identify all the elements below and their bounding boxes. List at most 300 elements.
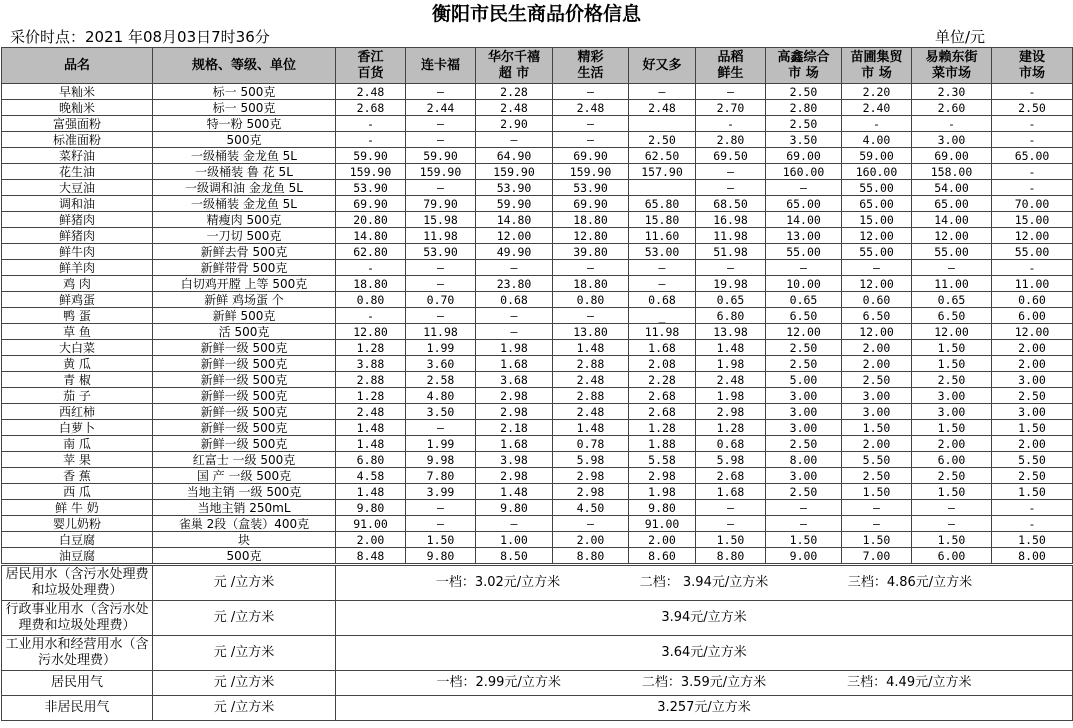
price-cell: 0.78 xyxy=(553,436,629,452)
utility-tier: 3.94元/立方米 xyxy=(661,610,747,625)
utility-label: 行政事业用水（含污水处理费和垃圾处理费） xyxy=(2,601,153,636)
price-cell: 8.00 xyxy=(992,548,1073,564)
product-name: 鲜鸡蛋 xyxy=(2,292,153,308)
price-cell: — xyxy=(696,500,766,516)
utility-label: 工业用水和经营用水（含污水处理费） xyxy=(2,636,153,671)
price-cell: 11.98 xyxy=(406,228,476,244)
utility-unit: 元 /立方米 xyxy=(153,696,336,721)
product-spec: 标一 500克 xyxy=(153,100,336,116)
product-spec: 当地主销 一级 500克 xyxy=(153,484,336,500)
price-cell: 3.60 xyxy=(406,356,476,372)
price-cell: — xyxy=(766,516,842,532)
price-cell: 1.48 xyxy=(476,484,553,500)
price-cell: 2.58 xyxy=(406,372,476,388)
price-cell: 1.00 xyxy=(476,532,553,548)
price-cell: 1.99 xyxy=(406,436,476,452)
price-cell: 12.00 xyxy=(476,228,553,244)
table-row xyxy=(2,500,1073,516)
price-cell: 2.50 xyxy=(842,468,912,484)
price-cell: 54.00 xyxy=(912,180,992,196)
price-cell: 157.90 xyxy=(629,164,696,180)
price-cell: 69.90 xyxy=(553,196,629,212)
price-cell: 3.50 xyxy=(766,132,842,148)
price-cell: 69.00 xyxy=(912,148,992,164)
price-cell: 2.50 xyxy=(992,100,1073,116)
price-cell: 1.48 xyxy=(553,420,629,436)
price-cell: 1.48 xyxy=(336,436,406,452)
product-spec: 500克 xyxy=(153,548,336,564)
product-name: 黄 瓜 xyxy=(2,356,153,372)
price-cell: 53.90 xyxy=(406,244,476,260)
price-cell: 55.00 xyxy=(766,244,842,260)
product-spec: 雀巢 2段（盒装）400克 xyxy=(153,516,336,532)
price-cell: — xyxy=(406,132,476,148)
price-cell: 2.88 xyxy=(336,372,406,388)
table-row xyxy=(2,324,1073,340)
table-row xyxy=(2,388,1073,404)
column-header: 易赖东街 菜市场 xyxy=(912,48,992,84)
product-spec: 一级桶装 金龙鱼 5L xyxy=(153,148,336,164)
price-cell: 2.08 xyxy=(629,356,696,372)
price-cell: 1.50 xyxy=(842,532,912,548)
price-cell: 8.80 xyxy=(696,548,766,564)
product-spec: 一刀切 500克 xyxy=(153,228,336,244)
price-cell: 1.50 xyxy=(912,420,992,436)
price-cell: 160.00 xyxy=(842,164,912,180)
product-spec: 当地主销 250mL xyxy=(153,500,336,516)
table-row xyxy=(2,292,1073,308)
product-spec: 新鲜一级 500克 xyxy=(153,340,336,356)
product-name: 晚籼米 xyxy=(2,100,153,116)
price-cell: 5.50 xyxy=(992,452,1073,468)
price-cell: 1.48 xyxy=(336,484,406,500)
price-cell: — xyxy=(406,276,476,292)
price-cell: 2.50 xyxy=(766,436,842,452)
price-cell: 3.00 xyxy=(766,468,842,484)
table-row xyxy=(2,420,1073,436)
price-cell: 11.00 xyxy=(992,276,1073,292)
price-cell: 12.00 xyxy=(842,228,912,244)
price-cell: 0.65 xyxy=(696,292,766,308)
table-row xyxy=(2,148,1073,164)
price-cell: — xyxy=(406,84,476,100)
price-cell: 12.00 xyxy=(842,324,912,340)
price-cell: - xyxy=(912,116,992,132)
product-name: 标准面粉 xyxy=(2,132,153,148)
price-cell: 9.80 xyxy=(476,500,553,516)
price-cell: 53.90 xyxy=(553,180,629,196)
product-spec: 一级桶装 鲁 花 5L xyxy=(153,164,336,180)
price-cell: 65.00 xyxy=(992,148,1073,164)
table-row xyxy=(2,340,1073,356)
column-header: 华尔千禧 超 市 xyxy=(476,48,553,84)
price-cell: 8.48 xyxy=(336,548,406,564)
price-cell: 2.50 xyxy=(766,84,842,100)
price-cell: 3.00 xyxy=(766,420,842,436)
utility-label: 居民用气 xyxy=(2,671,153,696)
price-cell: — xyxy=(696,516,766,532)
price-cell: 59.90 xyxy=(406,148,476,164)
price-cell: 2.28 xyxy=(476,84,553,100)
price-cell: 2.88 xyxy=(553,356,629,372)
price-cell: 0.70 xyxy=(406,292,476,308)
column-header: 香江 百货 xyxy=(336,48,406,84)
price-cell: 49.90 xyxy=(476,244,553,260)
product-name: 茄 子 xyxy=(2,388,153,404)
price-cell: 11.60 xyxy=(629,228,696,244)
price-cell: 0.68 xyxy=(476,292,553,308)
price-cell: 11.00 xyxy=(912,276,992,292)
price-cell: 2.20 xyxy=(842,84,912,100)
price-cell: 59.90 xyxy=(336,148,406,164)
price-cell: 3.88 xyxy=(336,356,406,372)
table-row xyxy=(2,452,1073,468)
price-cell: 0.68 xyxy=(629,292,696,308)
price-cell: 2.50 xyxy=(629,132,696,148)
price-cell: — xyxy=(842,500,912,516)
price-cell: 7.80 xyxy=(406,468,476,484)
price-cell: 2.48 xyxy=(553,372,629,388)
price-cell: 2.98 xyxy=(476,468,553,484)
price-cell: - xyxy=(696,116,766,132)
price-cell: — xyxy=(912,500,992,516)
product-spec: 新鲜一级 500克 xyxy=(153,372,336,388)
price-cell: 2.00 xyxy=(629,532,696,548)
table-row xyxy=(2,308,1073,324)
table-row xyxy=(2,164,1073,180)
product-name: 鲜牛肉 xyxy=(2,244,153,260)
price-cell: — xyxy=(629,84,696,100)
table-row xyxy=(2,244,1073,260)
product-spec: 块 xyxy=(153,532,336,548)
price-cell: 23.80 xyxy=(476,276,553,292)
column-header: 建设 市场 xyxy=(992,48,1073,84)
table-row xyxy=(2,84,1073,100)
product-spec: 新鲜 500克 xyxy=(153,308,336,324)
price-cell: 15.80 xyxy=(629,212,696,228)
price-cell: 2.50 xyxy=(992,388,1073,404)
price-cell: — xyxy=(476,132,553,148)
price-cell: 1.28 xyxy=(336,340,406,356)
price-cell: 1.28 xyxy=(696,420,766,436)
info-line xyxy=(0,27,1073,47)
price-cell: 13.00 xyxy=(766,228,842,244)
utility-tier: 一档：2.99元/立方米 xyxy=(436,675,561,690)
utility-tier: 二档： 3.94元/立方米 xyxy=(639,575,769,590)
price-cell: 3.00 xyxy=(912,132,992,148)
price-cell: 3.68 xyxy=(476,372,553,388)
table-row xyxy=(2,228,1073,244)
price-cell: 0.60 xyxy=(842,292,912,308)
price-cell: 2.68 xyxy=(629,404,696,420)
price-cell: 1.50 xyxy=(406,532,476,548)
price-cell: 5.50 xyxy=(842,452,912,468)
price-cell: 91.00 xyxy=(336,516,406,532)
product-spec: 新鲜一级 500克 xyxy=(153,356,336,372)
utility-prices xyxy=(336,636,1073,671)
price-cell: 159.90 xyxy=(553,164,629,180)
product-spec: 标一 500克 xyxy=(153,84,336,100)
price-cell: 2.80 xyxy=(696,132,766,148)
price-cell: 1.68 xyxy=(696,484,766,500)
price-cell: 3.00 xyxy=(912,388,992,404)
price-cell: 1.99 xyxy=(406,340,476,356)
utility-row xyxy=(2,671,1073,696)
price-cell: 2.00 xyxy=(912,436,992,452)
product-name: 富强面粉 xyxy=(2,116,153,132)
table-row xyxy=(2,212,1073,228)
price-cell: 59.90 xyxy=(476,196,553,212)
utility-prices xyxy=(336,696,1073,721)
price-cell: 2.00 xyxy=(992,356,1073,372)
price-cell: 12.00 xyxy=(992,324,1073,340)
price-cell: 12.80 xyxy=(553,228,629,244)
price-cell: 68.50 xyxy=(696,196,766,212)
price-cell: 70.00 xyxy=(992,196,1073,212)
utility-tier: 二档：3.59元/立方米 xyxy=(641,675,767,690)
price-cell: 9.98 xyxy=(406,452,476,468)
price-cell: 65.00 xyxy=(912,196,992,212)
product-name: 大白菜 xyxy=(2,340,153,356)
table-row xyxy=(2,196,1073,212)
price-cell: 3.50 xyxy=(406,404,476,420)
table-row xyxy=(2,180,1073,196)
price-cell: — xyxy=(476,260,553,276)
price-cell: - xyxy=(336,132,406,148)
price-cell: 2.50 xyxy=(766,116,842,132)
utility-unit: 元 /立方米 xyxy=(153,636,336,671)
price-cell: — xyxy=(476,324,553,340)
product-spec: 新鲜一级 500克 xyxy=(153,388,336,404)
price-cell: 1.50 xyxy=(842,420,912,436)
product-spec: 红富士 一级 500克 xyxy=(153,452,336,468)
price-cell: 3.98 xyxy=(476,452,553,468)
price-cell: 1.50 xyxy=(992,532,1073,548)
utility-tier: 3.257元/立方米 xyxy=(657,700,751,715)
utility-unit: 元 /立方米 xyxy=(153,601,336,636)
price-cell: 5.98 xyxy=(696,452,766,468)
price-cell: 1.50 xyxy=(992,420,1073,436)
price-cell: 53.90 xyxy=(476,180,553,196)
price-cell: 53.90 xyxy=(336,180,406,196)
product-spec: 一级桶装 金龙鱼 5L xyxy=(153,196,336,212)
price-cell: 12.00 xyxy=(912,228,992,244)
price-cell: 9.80 xyxy=(406,548,476,564)
price-cell: 2.50 xyxy=(912,468,992,484)
price-cell: - xyxy=(842,116,912,132)
price-cell: 0.65 xyxy=(766,292,842,308)
table-row xyxy=(2,260,1073,276)
price-cell: 1.48 xyxy=(696,340,766,356)
price-cell: 13.80 xyxy=(553,324,629,340)
product-name: 调和油 xyxy=(2,196,153,212)
price-cell: — xyxy=(842,260,912,276)
price-cell: 12.80 xyxy=(336,324,406,340)
price-cell: 3.00 xyxy=(766,404,842,420)
utility-tier: 三档：4.86元/立方米 xyxy=(847,575,973,590)
price-cell: 12.00 xyxy=(842,276,912,292)
price-cell: 59.00 xyxy=(842,148,912,164)
price-cell: 55.00 xyxy=(842,180,912,196)
price-cell: 2.98 xyxy=(629,468,696,484)
price-cell: 3.00 xyxy=(912,404,992,420)
price-cell: 55.00 xyxy=(912,244,992,260)
price-cell: 1.88 xyxy=(629,436,696,452)
price-cell: 0.80 xyxy=(553,292,629,308)
utility-unit: 元 /立方米 xyxy=(153,566,336,601)
price-cell: 2.68 xyxy=(336,100,406,116)
utility-row xyxy=(2,601,1073,636)
table-row xyxy=(2,276,1073,292)
price-cell: 14.00 xyxy=(766,212,842,228)
price-cell: 4.00 xyxy=(842,132,912,148)
product-spec: 活 500克 xyxy=(153,324,336,340)
product-name: 西 瓜 xyxy=(2,484,153,500)
price-cell: — xyxy=(406,420,476,436)
price-cell: 2.48 xyxy=(336,84,406,100)
price-cell: 62.80 xyxy=(336,244,406,260)
product-name: 花生油 xyxy=(2,164,153,180)
column-header: 精彩 生活 xyxy=(553,48,629,84)
price-cell: 6.00 xyxy=(912,548,992,564)
column-header: 高鑫综合 市 场 xyxy=(766,48,842,84)
price-cell: 2.50 xyxy=(766,484,842,500)
price-cell: 65.00 xyxy=(766,196,842,212)
price-cell: 0.80 xyxy=(336,292,406,308)
price-cell: — xyxy=(553,308,629,324)
price-cell: 9.00 xyxy=(766,548,842,564)
utility-prices xyxy=(336,671,1073,696)
price-cell: 4.80 xyxy=(406,388,476,404)
product-spec: 特一粉 500克 xyxy=(153,116,336,132)
price-cell: 2.00 xyxy=(842,340,912,356)
utility-label: 居民用水（含污水处理费和垃圾处理费） xyxy=(2,566,153,601)
column-header: 品名 xyxy=(2,48,153,84)
price-cell: 159.90 xyxy=(406,164,476,180)
price-cell: — xyxy=(629,276,696,292)
price-cell: 15.00 xyxy=(992,212,1073,228)
price-cell: 1.98 xyxy=(696,388,766,404)
table-row xyxy=(2,548,1073,564)
price-cell: 2.00 xyxy=(992,436,1073,452)
price-cell: 6.00 xyxy=(912,452,992,468)
price-cell: 1.50 xyxy=(992,484,1073,500)
price-cell: 1.28 xyxy=(629,420,696,436)
price-cell: 7.00 xyxy=(842,548,912,564)
price-cell: — xyxy=(766,180,842,196)
price-cell: - xyxy=(992,500,1073,516)
price-cell xyxy=(629,116,696,132)
price-cell: 16.98 xyxy=(696,212,766,228)
column-header: 品稻 鲜生 xyxy=(696,48,766,84)
price-cell: 4.58 xyxy=(336,468,406,484)
price-cell: 6.50 xyxy=(766,308,842,324)
product-spec: 新鲜一级 500克 xyxy=(153,404,336,420)
utility-tier: 一档：3.02元/立方米 xyxy=(435,575,561,590)
price-cell: 8.00 xyxy=(766,452,842,468)
utility-body xyxy=(2,566,1073,721)
price-cell: 8.50 xyxy=(476,548,553,564)
product-name: 油豆腐 xyxy=(2,548,153,564)
price-cell: 2.18 xyxy=(476,420,553,436)
utility-row xyxy=(2,636,1073,671)
price-cell: 2.30 xyxy=(912,84,992,100)
price-cell: 5.98 xyxy=(553,452,629,468)
price-cell: 1.50 xyxy=(696,532,766,548)
utility-unit: 元 /立方米 xyxy=(153,671,336,696)
price-cell: 2.50 xyxy=(992,468,1073,484)
price-cell: — xyxy=(406,260,476,276)
product-name: 婴儿奶粉 xyxy=(2,516,153,532)
price-cell: 5.58 xyxy=(629,452,696,468)
product-name: 鲜猪肉 xyxy=(2,228,153,244)
price-cell: — xyxy=(553,116,629,132)
price-cell: 2.88 xyxy=(553,388,629,404)
price-cell: 2.00 xyxy=(842,436,912,452)
price-cell: 160.00 xyxy=(766,164,842,180)
price-cell: 69.00 xyxy=(766,148,842,164)
price-cell: - xyxy=(992,84,1073,100)
price-cell: 12.00 xyxy=(912,324,992,340)
price-cell: 13.98 xyxy=(696,324,766,340)
price-cell: 9.80 xyxy=(629,500,696,516)
product-spec: 500克 xyxy=(153,132,336,148)
table-row xyxy=(2,116,1073,132)
price-cell: 6.50 xyxy=(912,308,992,324)
price-cell: 62.50 xyxy=(629,148,696,164)
product-name: 白萝卜 xyxy=(2,420,153,436)
table-row xyxy=(2,132,1073,148)
product-spec: 新鲜带骨 500克 xyxy=(153,260,336,276)
price-cell: 3.00 xyxy=(992,404,1073,420)
price-cell: 69.90 xyxy=(336,196,406,212)
product-name: 大豆油 xyxy=(2,180,153,196)
price-cell: 1.48 xyxy=(553,340,629,356)
price-cell: — xyxy=(406,116,476,132)
price-cell: 8.80 xyxy=(553,548,629,564)
price-cell: 6.80 xyxy=(696,308,766,324)
table-row xyxy=(2,484,1073,500)
price-cell: 15.00 xyxy=(842,212,912,228)
price-cell: 3.00 xyxy=(766,388,842,404)
price-cell: — xyxy=(912,516,992,532)
price-cell: 1.50 xyxy=(912,340,992,356)
price-cell: - xyxy=(992,260,1073,276)
price-cell: 3.99 xyxy=(406,484,476,500)
price-cell: — xyxy=(696,260,766,276)
price-cell: — xyxy=(553,260,629,276)
price-cell: 18.80 xyxy=(336,276,406,292)
price-cell: 1.68 xyxy=(476,436,553,452)
utility-tier: 3.64元/立方米 xyxy=(661,645,747,660)
product-name: 西红柿 xyxy=(2,404,153,420)
price-cell: 0.60 xyxy=(992,292,1073,308)
price-cell: 55.00 xyxy=(842,244,912,260)
table-row xyxy=(2,516,1073,532)
price-cell: — xyxy=(766,500,842,516)
price-cell: 14.80 xyxy=(476,212,553,228)
product-name: 白豆腐 xyxy=(2,532,153,548)
product-spec: 新鲜去骨 500克 xyxy=(153,244,336,260)
product-name: 南 瓜 xyxy=(2,436,153,452)
price-cell: 14.80 xyxy=(336,228,406,244)
utility-label: 非居民用气 xyxy=(2,696,153,721)
product-spec: 新鲜 鸡场蛋 个 xyxy=(153,292,336,308)
utility-prices xyxy=(336,601,1073,636)
price-cell: 1.68 xyxy=(476,356,553,372)
utility-row xyxy=(2,566,1073,601)
utility-prices xyxy=(336,566,1073,601)
